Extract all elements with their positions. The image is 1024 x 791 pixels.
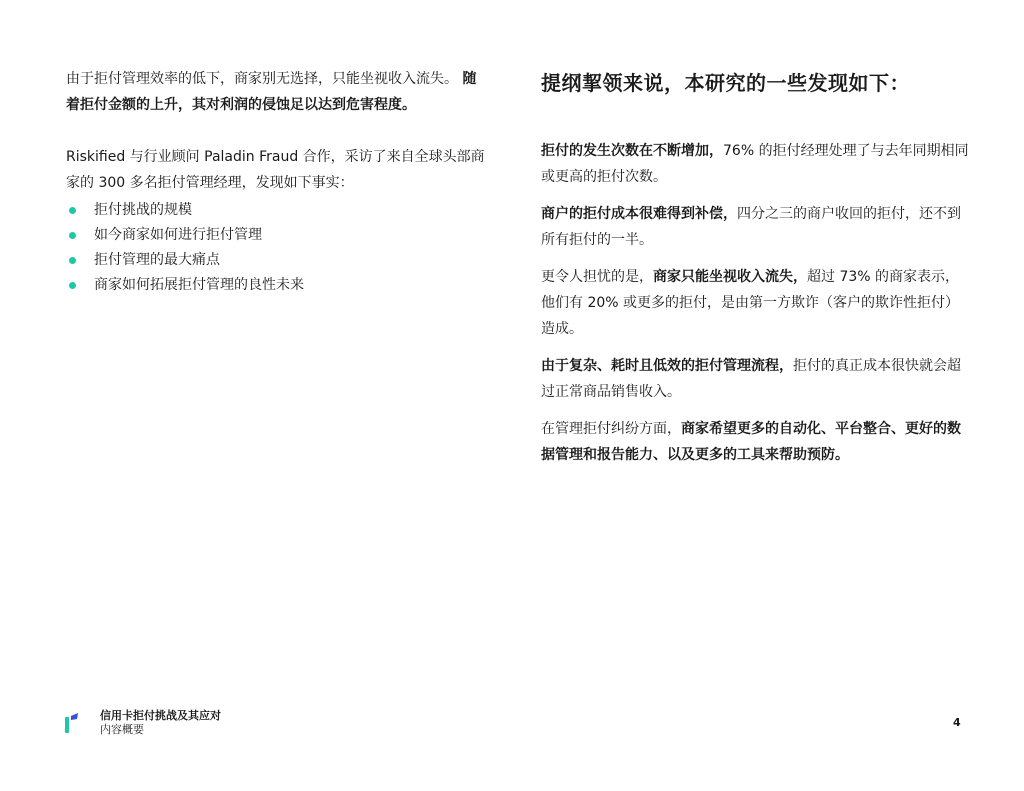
list-item: 如今商家如何进行拒付管理: [66, 223, 486, 248]
bullet-dot-icon: [69, 207, 76, 214]
left-column: [66, 66, 486, 298]
finding-4: 由于复杂、耗时且低效的拒付管理流程，拒付的真正成本很快就会超过正常商品销售收入。: [541, 358, 961, 400]
finding-2: 商户的拒付成本很难得到补偿，四分之三的商户收回的拒付，还不到所有拒付的一半。: [541, 206, 961, 248]
footer: [100, 709, 221, 737]
findings-heading: 提纲挈领来说，本研究的一些发现如下：: [541, 71, 910, 95]
page-number: 4: [953, 716, 961, 729]
riskified-logo-icon: [65, 713, 79, 733]
list-item: 拒付管理的最大痛点: [66, 248, 486, 273]
intro-normal-text: 由于拒付管理效率的低下，商家别无选择，只能坐视收入流失。: [66, 71, 458, 87]
footer-title: 信用卡拒付挑战及其应对: [100, 709, 221, 722]
findings-topic-list: [66, 198, 486, 298]
finding-5: 在管理拒付纠纷方面，商家希望更多的自动化、平台整合、更好的数据管理和报告能力、以及更多的工具来帮助预防。: [541, 421, 961, 463]
bullet-dot-icon: [69, 232, 76, 239]
right-column: [541, 66, 971, 468]
finding-1: 拒付的发生次数在不断增加，76% 的拒付经理处理了与去年同期相同或更高的拒付次数。: [541, 143, 969, 185]
bullet-dot-icon: [69, 282, 76, 289]
intro-bold-text: 随着拒付金额的上升，其对利润的侵蚀足以达到危害程度。: [66, 71, 477, 113]
list-item: 拒付挑战的规模: [66, 198, 486, 223]
intro-paragraph: [66, 66, 486, 118]
survey-paragraph: Riskified 与行业顾问 Paladin Fraud 合作，采访了来自全球头部商家的 300 多名拒付管理经理，发现如下事实：: [66, 149, 485, 191]
finding-3: 更令人担忧的是，商家只能坐视收入流失，超过 73% 的商家表示，他们有 20% 或更多的拒付，是由第一方欺诈（客户的欺诈性拒付）造成。: [541, 269, 960, 337]
bullet-dot-icon: [69, 257, 76, 264]
list-item: 商家如何拓展拒付管理的良性未来: [66, 273, 486, 298]
footer-subtitle: 内容概要: [100, 723, 144, 736]
